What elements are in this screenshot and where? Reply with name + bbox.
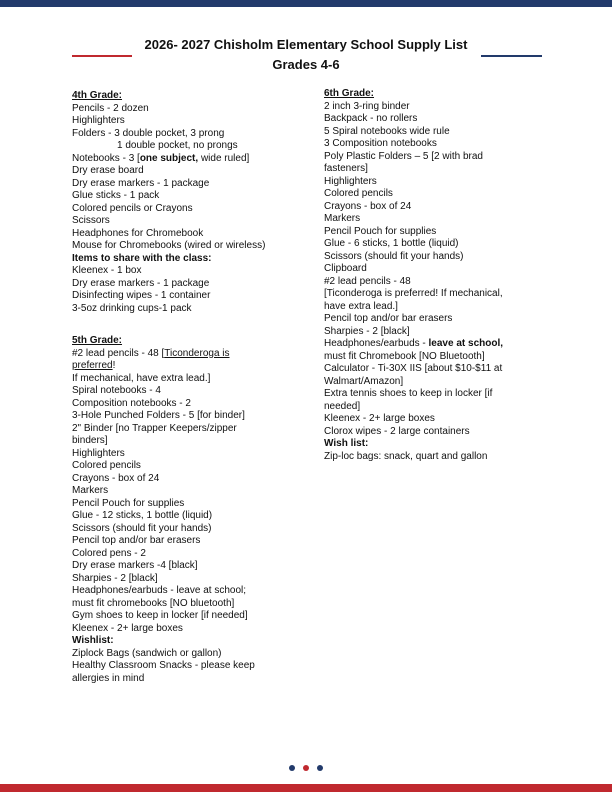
grade5-heading: 5th Grade:	[72, 335, 123, 346]
pencils-underlined: Ticonderoga is	[164, 347, 230, 359]
list-item: Headphones for Chromebook	[72, 227, 204, 239]
list-item: must fit chromebooks [NO bluetooth]	[72, 597, 235, 609]
notebooks-text: Notebooks - 3 [	[72, 152, 140, 164]
section-gap	[72, 315, 302, 335]
grade5-wishlist-heading: Wishlist:	[72, 635, 114, 646]
grade4-share-heading: Items to share with the class:	[72, 252, 212, 264]
list-item: 3 Composition notebooks	[324, 138, 437, 149]
list-item: 5 Spiral notebooks wide rule	[324, 125, 450, 137]
page-subtitle: Grades 4-6	[272, 57, 340, 72]
list-item-pencils-cont	[72, 360, 302, 373]
left-column	[72, 90, 302, 685]
list-item: Spiral notebooks - 4	[72, 385, 161, 396]
list-item: Calculator - Ti-30X IIS [about $10-$11 at	[324, 363, 503, 374]
list-item: Glue sticks - 1 pack	[72, 190, 160, 201]
list-item: Mouse for Chromebooks (wired or wireless)	[72, 240, 266, 251]
headphones-text: Headphones/earbuds -	[324, 338, 429, 349]
dot-red	[303, 765, 309, 771]
list-item: Poly Plastic Folders – 5 [2 with brad	[324, 150, 483, 162]
list-item: Backpack - no rollers	[324, 113, 418, 124]
list-item-pencils	[72, 348, 302, 361]
notebooks-text-end: wide ruled]	[198, 152, 250, 164]
right-column	[324, 88, 556, 463]
list-item: needed]	[324, 400, 361, 412]
list-item: 1 double pocket, no prongs	[117, 140, 238, 151]
list-item: Glue - 12 sticks, 1 bottle (liquid)	[72, 510, 213, 521]
list-item: Markers	[72, 485, 109, 496]
list-item: #2 lead pencils - 48	[324, 275, 411, 287]
list-item: Pencil Pouch for supplies	[324, 225, 437, 237]
list-item: binders]	[72, 435, 108, 446]
list-item: Composition notebooks - 2	[72, 397, 191, 409]
list-item: Colored pencils or Crayons	[72, 202, 193, 214]
list-item: Walmart/Amazon]	[324, 375, 404, 387]
notebooks-bold: one subject,	[139, 152, 199, 164]
list-item: Kleenex - 1 box	[72, 265, 142, 276]
list-item: Scissors (should fit your hands)	[324, 250, 464, 262]
top-color-band	[0, 0, 612, 7]
list-item: Dry erase markers - 1 package	[72, 177, 210, 189]
grade6-heading: 6th Grade:	[324, 88, 375, 99]
list-item: fasteners]	[324, 163, 368, 174]
list-item: Dry erase markers -4 [black]	[72, 560, 198, 571]
list-item: Glue - 6 sticks, 1 bottle (liquid)	[324, 238, 459, 249]
list-item: Sharpies - 2 [black]	[72, 572, 158, 584]
list-item-headphones	[324, 338, 556, 351]
page-indicator-dots	[289, 765, 323, 771]
grade6-wishlist-heading: Wish list:	[324, 438, 369, 449]
list-item: Pencils - 2 dozen	[72, 102, 149, 114]
list-item: Zip-loc bags: snack, quart and gallon	[324, 450, 488, 462]
list-item: 3-Hole Punched Folders - 5 [for binder]	[72, 410, 245, 421]
list-item: must fit Chromebook [NO Bluetooth]	[324, 350, 485, 362]
list-item: Healthy Classroom Snacks - please keep	[72, 660, 255, 671]
list-item: 2" Binder [no Trapper Keepers/zipper	[72, 422, 237, 434]
list-item: Kleenex - 2+ large boxes	[72, 622, 183, 634]
list-item: 3-5oz drinking cups-1 pack	[72, 302, 192, 314]
list-item: Kleenex - 2+ large boxes	[324, 413, 435, 424]
list-item: Crayons - box of 24	[324, 200, 412, 212]
list-item-notebooks	[72, 153, 302, 166]
headphones-bold: leave at school,	[428, 338, 504, 349]
list-item: Headphones/earbuds - leave at school;	[72, 585, 247, 596]
list-item: Highlighters	[72, 447, 125, 459]
list-item: Crayons - box of 24	[72, 472, 160, 484]
dot-navy	[317, 765, 323, 771]
list-item: Disinfecting wipes - 1 container	[72, 290, 211, 301]
list-item: Pencil top and/or bar erasers	[324, 313, 453, 324]
list-item: Dry erase board	[72, 165, 144, 176]
bottom-color-band	[0, 784, 612, 792]
list-item: Highlighters	[324, 175, 377, 187]
list-item: Folders - 3 double pocket, 3 prong	[72, 127, 225, 139]
list-item: [Ticonderoga is preferred! If mechanical,	[324, 288, 503, 299]
list-item: Extra tennis shoes to keep in locker [if	[324, 388, 493, 399]
list-item: Gym shoes to keep in locker [if needed]	[72, 610, 248, 621]
pencils-text-end: !	[112, 360, 116, 371]
pencils-underlined-cont: preferred	[72, 360, 113, 371]
list-item: If mechanical, have extra lead.]	[72, 372, 211, 384]
list-item: Scissors (should fit your hands)	[72, 522, 212, 534]
dot-navy	[289, 765, 295, 771]
list-item: Highlighters	[72, 115, 125, 126]
list-item: Scissors	[72, 215, 110, 226]
list-item: have extra lead.]	[324, 300, 398, 312]
list-item: Markers	[324, 213, 361, 224]
list-item: Pencil top and/or bar erasers	[72, 535, 201, 546]
page-title: 2026- 2027 Chisholm Elementary School Supply List	[144, 37, 468, 52]
list-item: Clipboard	[324, 263, 367, 274]
list-item: Dry erase markers - 1 package	[72, 277, 210, 289]
list-item: Colored pencils	[324, 188, 393, 199]
list-item: Ziplock Bags (sandwich or gallon)	[72, 647, 222, 659]
list-item: Sharpies - 2 [black]	[324, 325, 410, 337]
list-item: Clorox wipes - 2 large containers	[324, 425, 470, 437]
list-item: Pencil Pouch for supplies	[72, 497, 185, 509]
pencils-text: #2 lead pencils - 48 [	[72, 347, 165, 359]
list-item: Colored pens - 2	[72, 547, 146, 559]
list-item: Colored pencils	[72, 460, 141, 471]
list-item: allergies in mind	[72, 672, 145, 684]
list-item: 2 inch 3-ring binder	[324, 100, 410, 112]
grade4-heading: 4th Grade:	[72, 90, 123, 101]
